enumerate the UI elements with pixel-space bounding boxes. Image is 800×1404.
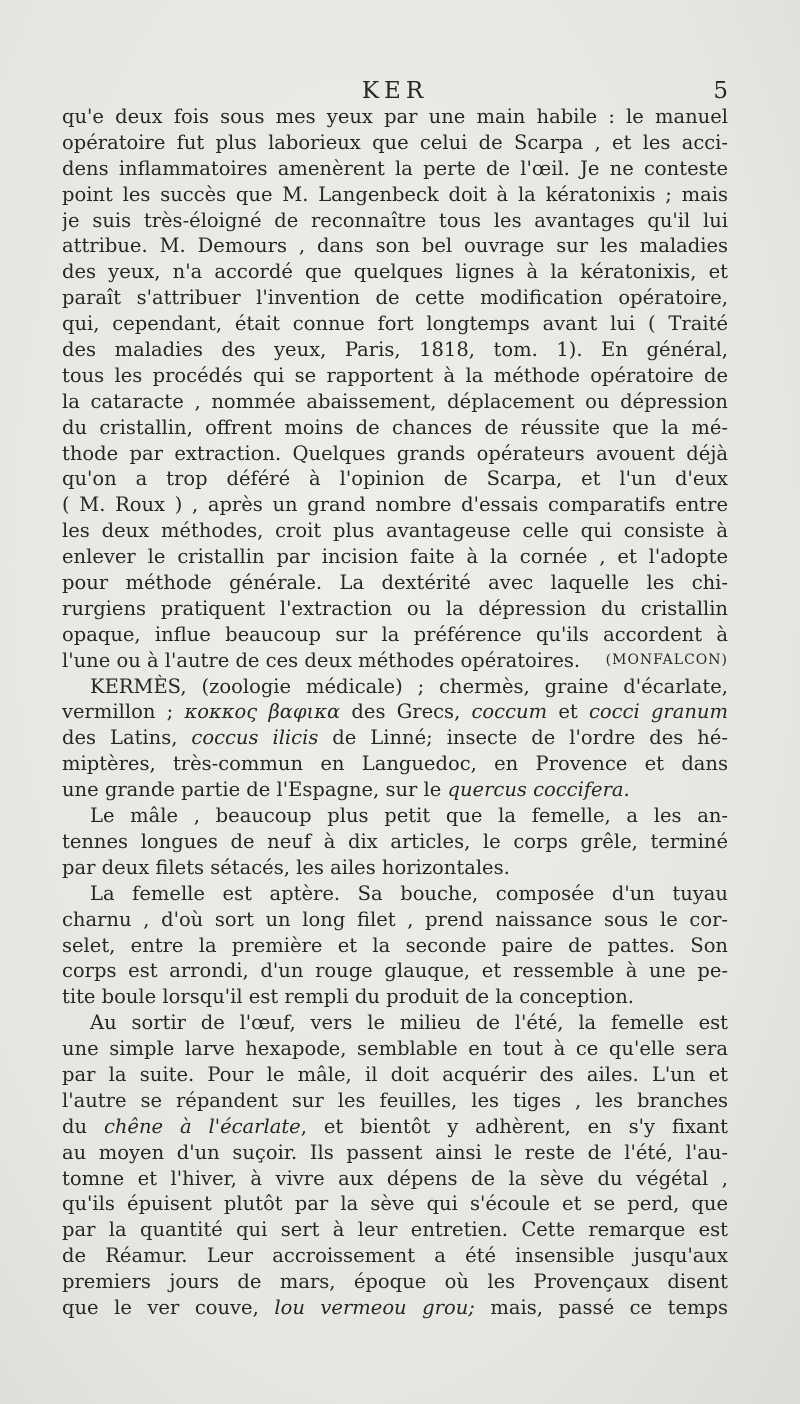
text-line: qu'e deux fois sous mes yeux par une main habile : le manuel	[62, 105, 728, 128]
text-line: corps est arrondi, d'un rouge glauque, et ressemble à une pe-	[62, 959, 728, 983]
text-line: La femelle est aptère. Sa bouche, composée d'un tuyau	[90, 881, 728, 905]
text-line: pour méthode générale. La dextérité avec laquelle les chi-	[62, 571, 728, 595]
provencal-phrase: lou vermeou grou;	[274, 1295, 475, 1319]
text-line: des yeux, n'a accordé que quelques lignes à la kératonixis, et	[62, 260, 728, 284]
latin-term: coccus ilicis	[191, 726, 319, 750]
text-line: par la quantité qui sert à leur entretien. Cette remarque est	[62, 1218, 728, 1242]
text-span: de Linné; insecte de l'ordre des hé-	[318, 726, 728, 750]
text-line: charnu , d'où sort un long filet , prend naissance sous le cor-	[62, 907, 728, 931]
text-line: des maladies des yeux, Paris, 1818, tom. 1). En général,	[62, 338, 728, 362]
text-line: selet, entre la première et la seconde paire de pattes. Son	[62, 933, 728, 957]
text-line: du cristallin, offrent moins de chances de réussite que la mé-	[62, 415, 728, 439]
cataract-paragraph	[62, 104, 728, 674]
text-line: l'autre se répandent sur les feuilles, les tiges , les branches	[62, 1088, 728, 1112]
text-span: vermillon ;	[62, 700, 185, 724]
text-span: une grande partie de l'Espagne, sur le	[62, 778, 448, 802]
text-line: attribue. M. Demours , dans son bel ouvrage sur les maladies	[62, 234, 728, 258]
text-line: thode par extraction. Quelques grands opérateurs avouent déjà	[62, 441, 728, 465]
text-line: la cataracte , nommée abaissement, déplacement ou dépression	[62, 389, 728, 413]
text-line: qu'ils épuisent plutôt par la sève qui s'écoule et se perd, que	[62, 1192, 728, 1216]
text-span: des Latins,	[62, 726, 192, 750]
text-span: des Grecs,	[340, 700, 472, 724]
text-line: par la suite. Pour le mâle, il doit acquérir des ailes. L'un et	[62, 1062, 728, 1086]
text-line	[62, 1295, 728, 1321]
text-line: ( M. Roux ) , après un grand nombre d'essais comparatifs entre	[62, 493, 728, 517]
text-line: opaque, influe beaucoup sur la préférence qu'ils accordent à	[62, 622, 728, 646]
text-line: enlever le cristallin par incision faite à la cornée , et l'adopte	[62, 545, 728, 569]
body-text	[62, 104, 728, 1321]
page-number: 5	[713, 78, 728, 104]
text-line: rurgiens pratiquent l'extraction ou la dépression du cristallin	[62, 596, 728, 620]
text-line: par deux filets sétacés, les ailes horizontales.	[62, 855, 510, 879]
entry-heading-line: KERMÈS, (zoologie médicale) ; chermès, graine d'écarlate,	[90, 674, 728, 698]
text-line: Au sortir de l'œuf, vers le milieu de l'été, la femelle est	[90, 1011, 728, 1035]
latin-term: coccum	[471, 700, 548, 724]
text-line	[62, 1114, 728, 1140]
male-paragraph	[62, 803, 728, 881]
text-line: tous les procédés qui se rapportent à la méthode opératoire de	[62, 363, 728, 387]
text-line: opératoire fut plus laborieux que celui de Scarpa , et les acci-	[62, 130, 728, 154]
text-line	[62, 699, 728, 725]
text-line: tennes longues de neuf à dix articles, le corps grêle, terminé	[62, 829, 728, 853]
page-header	[62, 76, 728, 106]
text-span: , et bientôt y adhèrent, en s'y fixant	[300, 1114, 728, 1138]
kermes-entry	[62, 674, 728, 803]
text-line: tite boule lorsqu'il est rempli du produit de la conception.	[62, 985, 634, 1009]
text-span: et	[547, 700, 589, 724]
text-line	[62, 725, 728, 751]
female-paragraph	[62, 881, 728, 1010]
text-line: une simple larve hexapode, semblable en tout à ce qu'elle sera	[62, 1037, 728, 1061]
text-line: dens inflammatoires amenèrent la perte de l'œil. Je ne conteste	[62, 156, 728, 180]
text-line: premiers jours de mars, époque où les Provençaux disent	[62, 1270, 728, 1294]
text-line: les deux méthodes, croit plus avantageuse celle qui consiste à	[62, 519, 728, 543]
text-line: Le mâle , beaucoup plus petit que la femelle, a les an-	[90, 804, 728, 828]
author-signature: (MONFALCON)	[605, 651, 728, 668]
text-line: paraît s'attribuer l'invention de cette modification opératoire,	[62, 286, 728, 310]
text-line	[62, 777, 728, 803]
text-span: du	[62, 1114, 104, 1138]
text-line: tomne et l'hiver, à vivre aux dépens de la sève du végétal ,	[62, 1166, 728, 1190]
italic-term: chêne à l'écarlate	[103, 1114, 301, 1138]
text-span: mais, passé ce temps	[474, 1295, 728, 1319]
latin-term: quercus coccifera.	[447, 778, 630, 802]
text-line: point les succès que M. Langenbeck doit à la kératonixis ; mais	[62, 182, 728, 206]
text-line: au moyen d'un suçoir. Ils passent ainsi le reste de l'été, l'au-	[62, 1140, 728, 1164]
running-head: KER	[361, 78, 429, 104]
text-line: l'une ou à l'autre de ces deux méthodes opératoires.	[62, 648, 581, 672]
text-line: qui, cependant, était connue fort longtemps avant lui ( Traité	[62, 312, 728, 336]
text-line: de Réamur. Leur accroissement a été insensible jusqu'aux	[62, 1244, 728, 1268]
greek-term: κοκκος βαφικα	[184, 700, 341, 724]
text-line: qu'on a trop déféré à l'opinion de Scarpa, et l'un d'eux	[62, 467, 728, 491]
latin-term: cocci granum	[588, 700, 728, 724]
text-line: je suis très-éloigné de reconnaître tous les avantages qu'il lui	[62, 208, 728, 232]
text-span: que le ver couve,	[62, 1295, 275, 1319]
attribution-line	[62, 648, 728, 674]
text-line: miptères, très-commun en Languedoc, en Provence et dans	[62, 752, 728, 776]
egg-paragraph	[62, 1010, 728, 1321]
